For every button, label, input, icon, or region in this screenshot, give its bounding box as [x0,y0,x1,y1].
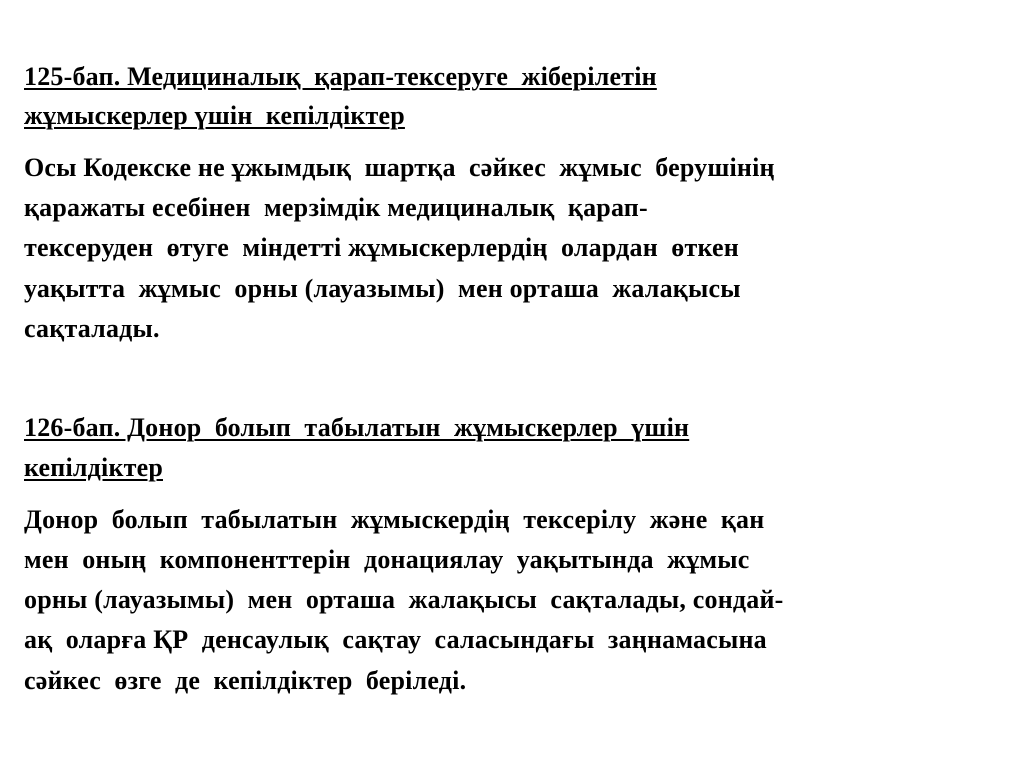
article-126-body-line-1: Донор болып табылатын жұмыскердің тексерілу және қан [24,505,765,534]
article-125-body-line-1: Осы Кодекске не ұжымдық шартқа сәйкес жұмыс берушінің [24,153,775,182]
article-125-heading-line-1: 125-бап. Медициналық қарап-тексеруге жіберілетін [24,62,657,91]
article-126-body-line-3: орны (лауазымы) мен орташа жалақысы сақталады, сондай- [24,585,784,614]
article-126-body-line-5: сәйкес өзге де кепілдіктер беріледі. [24,666,467,695]
article-125-body-line-2: қаражаты есебінен мерзімдік медициналық қарап- [24,193,648,222]
article-126-body-line-2: мен оның компоненттерін донациялау уақытында жұмыс [24,545,750,574]
article-125-body-line-5: сақталады. [24,314,160,343]
article-126-heading-line-1: 126-бап. Донор болып табылатын жұмыскерлер үшін [24,413,690,442]
article-125-body-line-4: уақытта жұмыс орны (лауазымы) мен орташа жалақысы [24,274,741,303]
article-126-heading-line-2: кепілдіктер [24,453,163,482]
article-125-body-line-3: тексеруден өтуге міндетті жұмыскерлердің олардан өткен [24,233,739,262]
article-126-body-line-4: ақ оларға ҚР денсаулық сақтау саласындағы заңнамасына [24,625,767,654]
article-125-heading-line-2: жұмыскерлер үшін кепілдіктер [24,101,405,130]
